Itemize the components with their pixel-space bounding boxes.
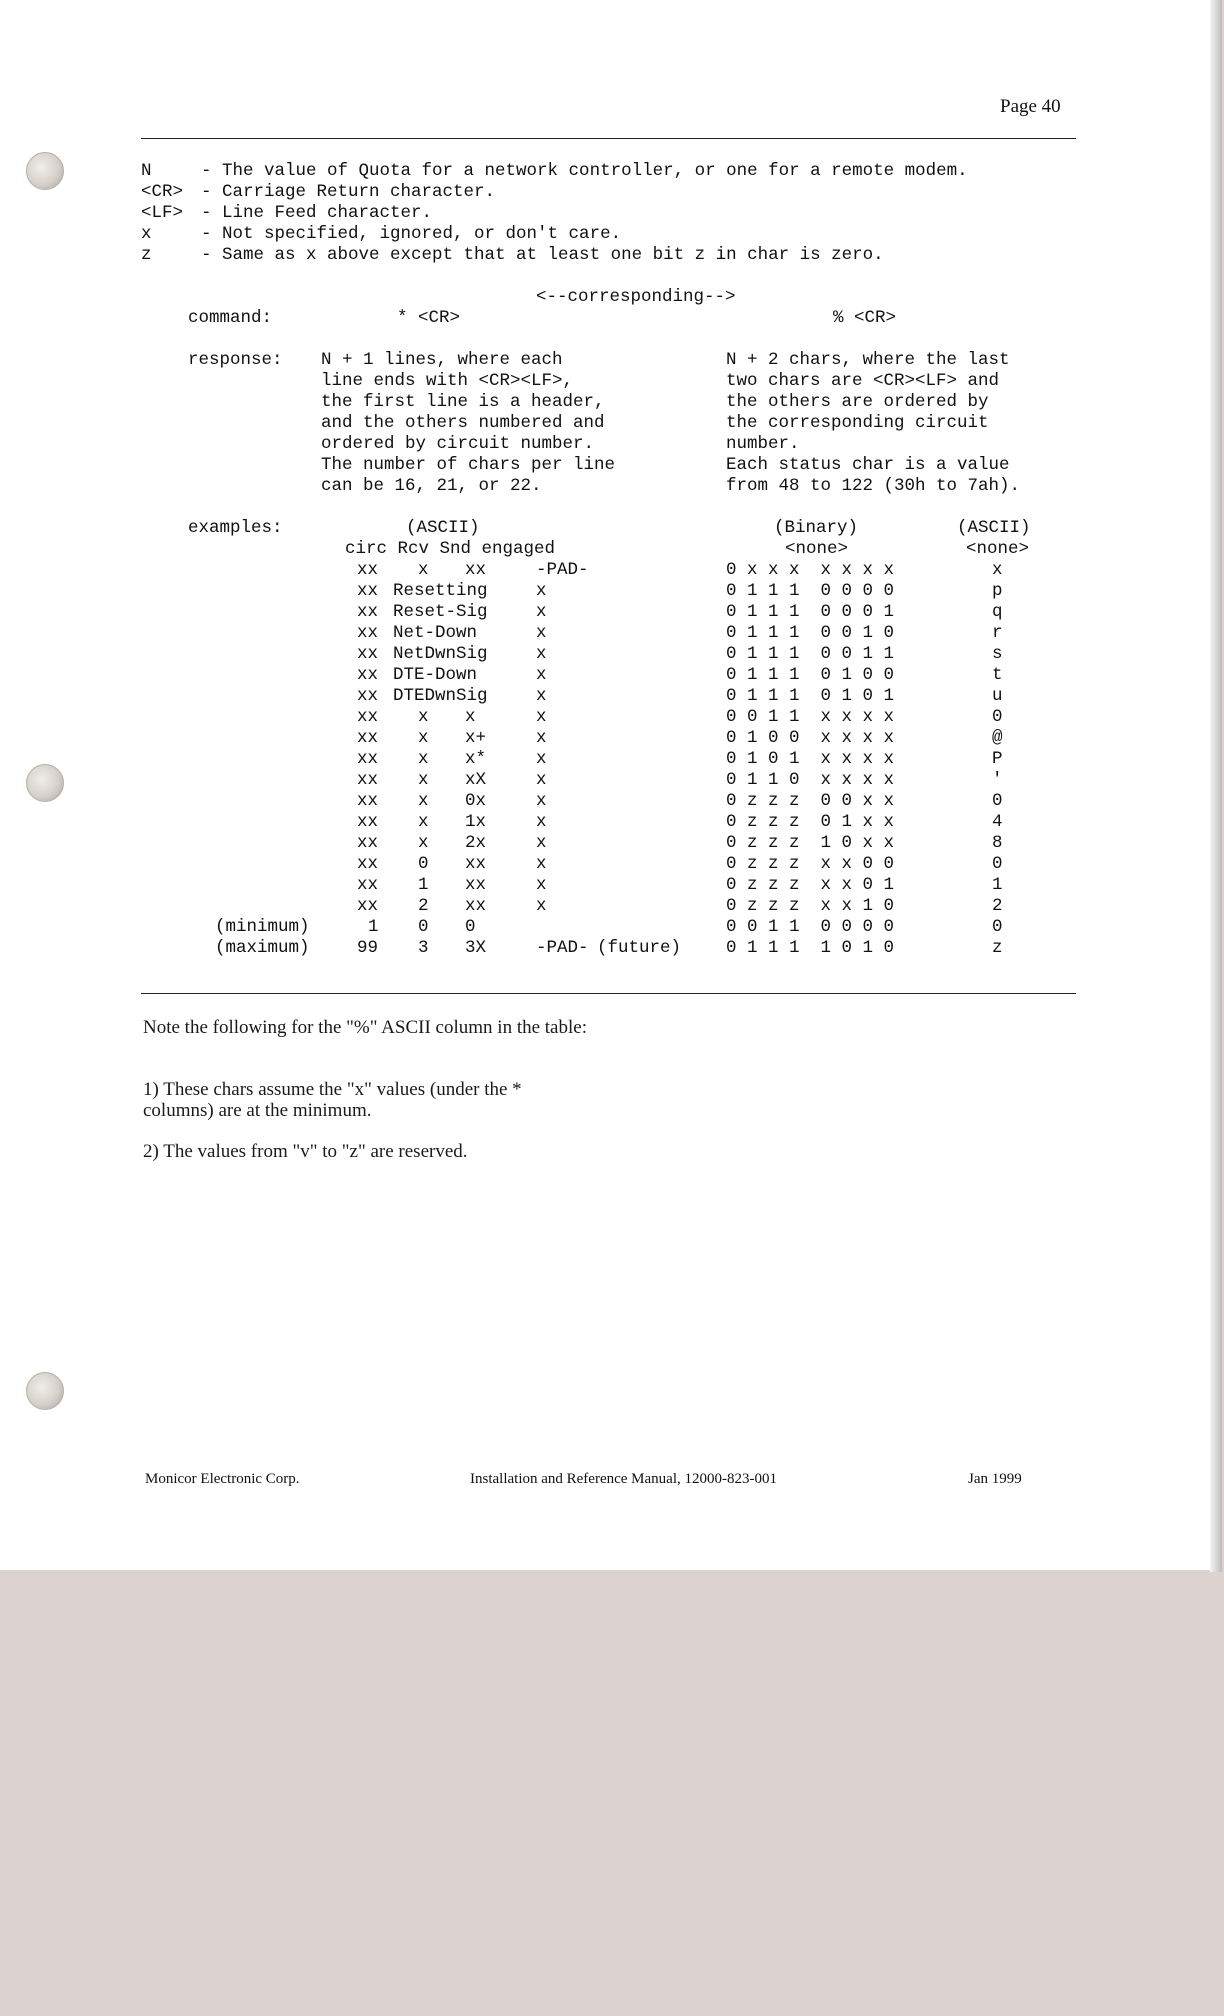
cell-circ: xx xyxy=(357,686,379,706)
binary-subheader: <none> xyxy=(785,539,849,559)
glossary-item xyxy=(141,245,1101,266)
cell-ascii: 0 xyxy=(992,707,1003,727)
response-line: N + 2 chars, where the last xyxy=(726,350,1010,370)
cell-binary: 0 1 1 1 0 1 0 0 xyxy=(726,665,895,685)
cell-ascii: q xyxy=(992,602,1003,622)
cell-engaged: x xyxy=(536,686,547,706)
cell-circ: xx xyxy=(357,896,379,916)
cell-circ: xx xyxy=(357,665,379,685)
cell-circ: xx xyxy=(357,644,379,664)
cell-snd: x xyxy=(465,707,476,727)
cell-ascii: 4 xyxy=(992,812,1003,832)
cell-ascii: ' xyxy=(992,770,1003,790)
cell-rcv: x xyxy=(418,707,429,727)
page-edge-shadow xyxy=(1210,0,1222,1572)
cell-binary: 0 0 1 1 0 0 0 0 xyxy=(726,917,895,937)
corresponding-label: <--corresponding--> xyxy=(536,287,736,307)
column-header: circ Rcv Snd engaged xyxy=(345,539,556,559)
cell-engaged: x xyxy=(536,728,547,748)
cell-snd: xX xyxy=(465,770,487,790)
cell-binary: 0 x x x x x x x xyxy=(726,560,895,580)
cell-engaged: x xyxy=(536,707,547,727)
cell-engaged: -PAD- xyxy=(536,560,589,580)
cell-engaged: x xyxy=(536,896,547,916)
binary-header: (Binary) xyxy=(774,518,859,538)
cell-circ: xx xyxy=(357,707,379,727)
cell-circ: xx xyxy=(357,854,379,874)
response-line: ordered by circuit number. xyxy=(321,434,595,454)
command-star-value: * <CR> xyxy=(397,308,461,328)
response-line: N + 1 lines, where each xyxy=(321,350,563,370)
cell-binary: 0 z z z x x 0 0 xyxy=(726,854,895,874)
cell-circ: 99 xyxy=(357,938,379,958)
punch-hole xyxy=(26,764,64,802)
cell-binary: 0 1 0 1 x x x x xyxy=(726,749,895,769)
cell-snd: 3X xyxy=(465,938,487,958)
cell-rcv: x xyxy=(418,833,429,853)
footer-manual: Installation and Reference Manual, 12000-823-001 xyxy=(470,1471,777,1487)
glossary-term: z xyxy=(141,245,152,265)
cell-rcv: 2 xyxy=(418,896,429,916)
punch-hole xyxy=(26,152,64,190)
glossary-definition: - Not specified, ignored, or don't care. xyxy=(201,224,622,244)
cell-binary: 0 1 1 1 1 0 1 0 xyxy=(726,938,895,958)
cell-circ: xx xyxy=(357,791,379,811)
cell-engaged: x xyxy=(536,812,547,832)
glossary-item xyxy=(141,182,1101,203)
cell-rcv: 0 xyxy=(418,854,429,874)
cell-engaged: x xyxy=(536,875,547,895)
cell-rcv: x xyxy=(418,749,429,769)
cell-rcv: x xyxy=(418,770,429,790)
glossary-definition: - Line Feed character. xyxy=(201,203,433,223)
response-line: the first line is a header, xyxy=(321,392,605,412)
cell-prefix: (minimum) xyxy=(215,917,310,937)
cell-engaged: x xyxy=(536,833,547,853)
cell-rcv: x xyxy=(418,728,429,748)
cell-prefix: (maximum) xyxy=(215,938,310,958)
cell-ascii: z xyxy=(992,938,1003,958)
cell-ascii: p xyxy=(992,581,1003,601)
cell-binary: 0 0 1 1 x x x x xyxy=(726,707,895,727)
cell-ascii: s xyxy=(992,644,1003,664)
cell-engaged: x xyxy=(536,770,547,790)
cell-binary: 0 z z z x x 1 0 xyxy=(726,896,895,916)
cell-engaged: x xyxy=(536,854,547,874)
cell-ascii: 0 xyxy=(992,854,1003,874)
cell-circ: xx xyxy=(357,560,379,580)
glossary-term: N xyxy=(141,161,152,181)
response-line: number. xyxy=(726,434,800,454)
glossary-definition: - The value of Quota for a network controller, or one for a remote modem. xyxy=(201,161,968,181)
ascii2-header: (ASCII) xyxy=(957,518,1031,538)
cell-binary: 0 1 1 0 x x x x xyxy=(726,770,895,790)
cell-circ: xx xyxy=(357,749,379,769)
glossary-term: <CR> xyxy=(141,182,184,202)
punch-hole xyxy=(26,1372,64,1410)
cell-snd: 0x xyxy=(465,791,487,811)
cell-binary: 0 z z z x x 0 1 xyxy=(726,875,895,895)
cell-ascii: r xyxy=(992,623,1003,643)
cell-snd: xx xyxy=(465,854,487,874)
cell-binary: 0 1 0 0 x x x x xyxy=(726,728,895,748)
cell-binary: 0 1 1 1 0 0 0 0 xyxy=(726,581,895,601)
cell-status: DTE-Down xyxy=(393,665,478,685)
cell-ascii: x xyxy=(992,560,1003,580)
response-line: The number of chars per line xyxy=(321,455,616,475)
glossary-item xyxy=(141,161,1101,182)
cell-status: Resetting xyxy=(393,581,488,601)
cell-ascii: 8 xyxy=(992,833,1003,853)
ascii2-subheader: <none> xyxy=(966,539,1030,559)
response-label: response: xyxy=(188,350,283,370)
command-label: command: xyxy=(188,308,273,328)
cell-engaged: -PAD- xyxy=(536,938,589,958)
cell-circ: xx xyxy=(357,833,379,853)
header-rule xyxy=(141,138,1076,139)
response-line: Each status char is a value xyxy=(726,455,1010,475)
cell-binary: 0 1 1 1 0 0 1 1 xyxy=(726,644,895,664)
cell-status: Net-Down xyxy=(393,623,478,643)
page-number: Page 40 xyxy=(1000,96,1061,117)
cell-snd: 0 xyxy=(465,917,476,937)
examples-label: examples: xyxy=(188,518,283,538)
cell-binary: 0 1 1 1 0 1 0 1 xyxy=(726,686,895,706)
cell-circ: xx xyxy=(357,875,379,895)
command-percent-value: % <CR> xyxy=(833,308,897,328)
cell-snd: x* xyxy=(465,749,487,769)
cell-ascii: @ xyxy=(992,728,1003,748)
response-line: the corresponding circuit xyxy=(726,413,989,433)
cell-ascii: 0 xyxy=(992,917,1003,937)
cell-rcv: x xyxy=(418,791,429,811)
cell-snd: x+ xyxy=(465,728,487,748)
note-item: 2) The values from "v" to "z" are reserved. xyxy=(143,1141,468,1162)
cell-extra: (future) xyxy=(597,938,682,958)
note-item: 1) These chars assume the "x" values (under the * columns) are at the minimum. xyxy=(143,1079,522,1121)
glossary-definition: - Same as x above except that at least one bit z in char is zero. xyxy=(201,245,884,265)
cell-snd: xx xyxy=(465,560,487,580)
cell-rcv: 0 xyxy=(418,917,429,937)
cell-binary: 0 z z z 0 0 x x xyxy=(726,791,895,811)
cell-snd: xx xyxy=(465,896,487,916)
response-line: and the others numbered and xyxy=(321,413,605,433)
cell-ascii: 0 xyxy=(992,791,1003,811)
response-line: line ends with <CR><LF>, xyxy=(321,371,574,391)
section-rule xyxy=(141,993,1076,994)
cell-circ: xx xyxy=(357,623,379,643)
cell-engaged: x xyxy=(536,665,547,685)
cell-engaged: x xyxy=(536,623,547,643)
cell-status: DTEDwnSig xyxy=(393,686,488,706)
cell-binary: 0 z z z 1 0 x x xyxy=(726,833,895,853)
cell-ascii: t xyxy=(992,665,1003,685)
cell-engaged: x xyxy=(536,602,547,622)
glossary-term: <LF> xyxy=(141,203,184,223)
cell-rcv: 3 xyxy=(418,938,429,958)
cell-ascii: P xyxy=(992,749,1003,769)
response-line: can be 16, 21, or 22. xyxy=(321,476,542,496)
glossary-term: x xyxy=(141,224,152,244)
cell-engaged: x xyxy=(536,581,547,601)
cell-circ: xx xyxy=(357,812,379,832)
cell-circ: xx xyxy=(357,770,379,790)
ascii-header: (ASCII) xyxy=(406,518,480,538)
cell-ascii: 2 xyxy=(992,896,1003,916)
glossary-item xyxy=(141,203,1101,224)
cell-circ: xx xyxy=(357,581,379,601)
response-line: two chars are <CR><LF> and xyxy=(726,371,1000,391)
cell-snd: 2x xyxy=(465,833,487,853)
cell-status: NetDwnSig xyxy=(393,644,488,664)
cell-engaged: x xyxy=(536,644,547,664)
cell-binary: 0 z z z 0 1 x x xyxy=(726,812,895,832)
response-line: from 48 to 122 (30h to 7ah). xyxy=(726,476,1021,496)
cell-circ: xx xyxy=(357,602,379,622)
footer-company: Monicor Electronic Corp. xyxy=(145,1471,300,1487)
cell-engaged: x xyxy=(536,791,547,811)
cell-binary: 0 1 1 1 0 0 1 0 xyxy=(726,623,895,643)
glossary-item xyxy=(141,224,1101,245)
cell-snd: xx xyxy=(465,875,487,895)
cell-ascii: 1 xyxy=(992,875,1003,895)
cell-rcv: x xyxy=(418,812,429,832)
note-intro: Note the following for the "%" ASCII column in the table: xyxy=(143,1017,587,1038)
cell-circ: xx xyxy=(357,728,379,748)
cell-rcv: 1 xyxy=(418,875,429,895)
cell-binary: 0 1 1 1 0 0 0 1 xyxy=(726,602,895,622)
glossary-definition: - Carriage Return character. xyxy=(201,182,496,202)
cell-engaged: x xyxy=(536,749,547,769)
cell-snd: 1x xyxy=(465,812,487,832)
cell-circ: 1 xyxy=(368,917,379,937)
cell-rcv: x xyxy=(418,560,429,580)
cell-ascii: u xyxy=(992,686,1003,706)
response-line: the others are ordered by xyxy=(726,392,989,412)
footer-date: Jan 1999 xyxy=(968,1471,1022,1487)
cell-status: Reset-Sig xyxy=(393,602,488,622)
